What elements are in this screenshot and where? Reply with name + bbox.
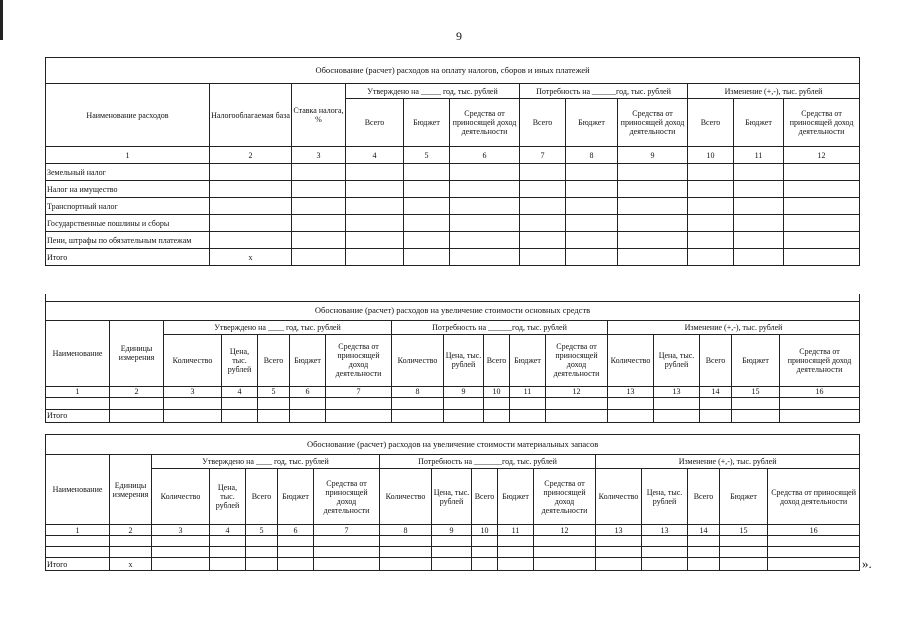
table-cell [404,198,450,215]
table-cell [608,397,654,409]
table-cell [404,249,450,266]
col-number: 12 [546,386,608,397]
group-need-header: Потребность на _______год, тыс. рублей [380,455,596,469]
table-cell [346,232,404,249]
table-cell [450,249,520,266]
table-cell [566,232,618,249]
total-row [46,558,860,571]
table-cell [520,181,566,198]
table-cell [510,397,546,409]
row-base [210,198,292,215]
table-cell [534,536,596,547]
table-cell [292,198,346,215]
table-cell [152,558,210,571]
table-cell [654,409,700,422]
table-cell [450,232,520,249]
col-name-header: Наименование расходов [46,84,210,147]
table-cell [688,181,734,198]
sub-header: Количество [380,469,432,525]
col-number: 5 [404,147,450,164]
col-number: 3 [164,386,222,397]
sub-header: Средства от приносящей доход деятельности [450,99,520,147]
table-cell [784,232,860,249]
table-cell [768,547,860,558]
table-row [46,536,860,547]
sub-header: Всего [688,99,734,147]
group-change-header: Изменение (+,-), тыс. рублей [688,84,860,99]
table-cell [258,397,290,409]
sub-header: Всего [484,334,510,386]
table-cell [346,215,404,232]
col-number: 9 [432,525,472,536]
sub-header: Цена, тыс. рублей [222,334,258,386]
table-cell [642,536,688,547]
table-row [46,547,860,558]
table-cell [292,181,346,198]
table-cell [566,198,618,215]
sub-header: Бюджет [498,469,534,525]
table-cell [784,215,860,232]
col-number: 8 [380,525,432,536]
table-cell [404,181,450,198]
group-change-header: Изменение (+,-), тыс. рублей [608,320,860,334]
row-base: х [210,249,292,266]
table-cell [290,409,326,422]
table-cell [450,164,520,181]
table-cell [450,215,520,232]
table-cell [768,536,860,547]
col-number: 5 [258,386,290,397]
table-cell [734,249,784,266]
sub-header: Средства от приносящей доход деятельности [780,334,860,386]
table-cell [784,164,860,181]
table-row [46,181,860,198]
row-base [210,164,292,181]
row-name: Земельный налог [46,164,210,181]
table-cell [380,558,432,571]
table-cell [596,547,642,558]
sub-header: Всего [258,334,290,386]
table-cell [688,536,720,547]
table-cell [642,547,688,558]
col-name-header: Наименование [46,455,110,525]
col-number: 11 [734,147,784,164]
col-number: 11 [498,525,534,536]
table-cell [246,558,278,571]
table-cell [618,232,688,249]
table-cell [688,249,734,266]
col-number: 13 [642,525,688,536]
col-number: 13 [596,525,642,536]
table-cell [780,409,860,422]
table-cell [110,536,152,547]
table-cell [444,409,484,422]
table-cell [700,409,732,422]
table-cell [534,547,596,558]
table-cell [688,164,734,181]
table-cell [484,397,510,409]
sub-header: Всего [346,99,404,147]
table-cell [768,558,860,571]
table-cell [346,181,404,198]
table-cell [472,547,498,558]
sub-header: Средства от приносящей доход деятельности [314,469,380,525]
table-cell [566,249,618,266]
table-cell [346,249,404,266]
total-row [46,249,860,266]
col-number: 8 [566,147,618,164]
table-cell [278,558,314,571]
table-cell [484,409,510,422]
table-cell [326,409,392,422]
table-cell [314,547,380,558]
table-cell [596,558,642,571]
table-cell [498,558,534,571]
table-cell [472,558,498,571]
group-approved-header: Утверждено на ____ год, тыс. рублей [164,320,392,334]
table-cell [566,181,618,198]
table-cell [732,397,780,409]
table-cell [110,409,164,422]
sub-header: Средства от приносящей доход деятельности [618,99,688,147]
table-cell [246,536,278,547]
sub-header: Всего [520,99,566,147]
table-cell [432,547,472,558]
table-cell [450,198,520,215]
column-numbers-row [46,147,860,164]
sub-header: Всего [472,469,498,525]
table-cell [784,198,860,215]
row-base [210,215,292,232]
table-cell [546,397,608,409]
table-cell [246,547,278,558]
table-cell [596,536,642,547]
row-name: Итого [46,558,110,571]
scan-edge-mark [0,0,3,40]
col-unit-header: Единицы измерения [110,320,164,386]
table-cell [618,198,688,215]
row-name: Итого [46,409,110,422]
table-row [46,164,860,181]
table-row [46,215,860,232]
table-cell [734,198,784,215]
row-name: Транспортный налог [46,198,210,215]
col-number: 7 [520,147,566,164]
fixed-assets-table [45,294,860,423]
table-cell [732,409,780,422]
col-number: 9 [444,386,484,397]
table-cell [222,409,258,422]
col-unit-header: Единицы измерения [110,455,152,525]
col-number: 16 [768,525,860,536]
table-cell [520,232,566,249]
table-cell [152,547,210,558]
table-cell [46,536,110,547]
group-approved-header: Утверждено на _____ год, тыс. рублей [346,84,520,99]
table-cell [642,558,688,571]
col-number: 16 [780,386,860,397]
table-cell [618,164,688,181]
row-name: Пени, штрафы по обязательным платежам [46,232,210,249]
col-number: 4 [346,147,404,164]
table-cell [404,215,450,232]
sub-header: Количество [152,469,210,525]
table-cell [110,397,164,409]
table-cell [734,215,784,232]
table-cell [566,164,618,181]
group-change-header: Изменение (+,-), тыс. рублей [596,455,860,469]
sub-header: Средства от приносящей доход деятельности [326,334,392,386]
col-number: 6 [290,386,326,397]
table-cell [520,164,566,181]
table-cell [380,547,432,558]
sub-header: Всего [688,469,720,525]
table-cell [326,397,392,409]
table-cell [404,164,450,181]
table-cell [152,536,210,547]
col-number: 10 [688,147,734,164]
section-spacer [46,294,860,301]
group-need-header: Потребность на ______год, тыс. рублей [392,320,608,334]
group-need-header: Потребность на ______год, тыс. рублей [520,84,688,99]
table-cell [46,547,110,558]
col-number: 1 [46,147,210,164]
table-cell [110,547,152,558]
table-cell [450,181,520,198]
col-number: 13 [654,386,700,397]
col-number: 10 [484,386,510,397]
table-cell [520,215,566,232]
table-cell [222,397,258,409]
total-row [46,409,860,422]
fixed-assets-title: Обоснование (расчет) расходов на увеличение стоимости основных средств [46,301,860,320]
col-number: 15 [720,525,768,536]
table-cell [346,164,404,181]
col-number: 11 [510,386,546,397]
sub-header: Цена, тыс. рублей [432,469,472,525]
table-cell [392,397,444,409]
table-cell [210,547,246,558]
sub-header: Бюджет [510,334,546,386]
sub-header: Всего [700,334,732,386]
table-cell [618,249,688,266]
table-cell [700,397,732,409]
table-cell [292,249,346,266]
sub-header: Средства от приносящей доход деятельности [534,469,596,525]
col-rate-header: Ставка налога, % [292,84,346,147]
col-number: 6 [450,147,520,164]
table-cell [380,536,432,547]
row-base [210,232,292,249]
col-number: 2 [210,147,292,164]
column-numbers-row [46,525,860,536]
col-number: 14 [700,386,732,397]
sub-header: Цена, тыс. рублей [642,469,688,525]
table-cell [688,547,720,558]
table-cell [520,198,566,215]
taxes-table [45,57,860,266]
col-number: 7 [326,386,392,397]
col-number: 4 [222,386,258,397]
sub-header: Средства от приносящей доход деятельности [768,469,860,525]
table-cell [346,198,404,215]
table-cell [784,249,860,266]
col-number: 2 [110,386,164,397]
group-approved-header: Утверждено на ____ год, тыс. рублей [152,455,380,469]
table-cell [618,215,688,232]
table-cell [46,397,110,409]
inventories-table [45,434,860,571]
table-cell [164,397,222,409]
table-cell [498,547,534,558]
closing-quote-mark: ». [862,556,872,571]
table-cell [688,215,734,232]
table-cell [688,232,734,249]
col-number: 6 [278,525,314,536]
col-number: 13 [608,386,654,397]
table-row [46,198,860,215]
table-row [46,232,860,249]
table-cell [618,181,688,198]
table-row [46,397,860,409]
sub-header: Средства от приносящей доход деятельности [784,99,860,147]
table-cell [734,181,784,198]
table-cell [258,409,290,422]
table-cell [472,536,498,547]
sub-header: Всего [246,469,278,525]
table-cell [278,536,314,547]
sub-header: Бюджет [290,334,326,386]
sub-header: Бюджет [720,469,768,525]
table-cell [784,181,860,198]
sub-header: Количество [392,334,444,386]
sub-header: Бюджет [734,99,784,147]
table-cell [314,558,380,571]
table-cell [608,409,654,422]
col-number: 15 [732,386,780,397]
table-cell [780,397,860,409]
table-cell [546,409,608,422]
table-cell [404,232,450,249]
sub-header: Бюджет [732,334,780,386]
table-cell [688,198,734,215]
col-number: 7 [314,525,380,536]
table-cell [654,397,700,409]
row-name: Итого [46,249,210,266]
col-number: 1 [46,386,110,397]
sub-header: Бюджет [566,99,618,147]
table-cell [432,558,472,571]
table-cell [720,547,768,558]
col-number: 2 [110,525,152,536]
col-name-header: Наименование [46,320,110,386]
table-cell [292,215,346,232]
col-number: 3 [152,525,210,536]
taxes-title: Обоснование (расчет) расходов на оплату налогов, сборов и иных платежей [46,58,860,84]
col-number: 8 [392,386,444,397]
row-base [210,181,292,198]
row-unit: х [110,558,152,571]
table-cell [734,232,784,249]
table-cell [510,409,546,422]
table-cell [498,536,534,547]
page-number: 9 [456,29,462,43]
inventories-title: Обоснование (расчет) расходов на увеличение стоимости материальных запасов [46,435,860,455]
col-number: 12 [534,525,596,536]
sub-header: Количество [608,334,654,386]
table-cell [566,215,618,232]
table-cell [164,409,222,422]
table-cell [520,249,566,266]
table-cell [734,164,784,181]
row-name: Государственные пошлины и сборы [46,215,210,232]
table-cell [290,397,326,409]
col-number: 12 [784,147,860,164]
sub-header: Средства от приносящей доход деятельности [546,334,608,386]
table-cell [720,558,768,571]
col-number: 9 [618,147,688,164]
col-number: 1 [46,525,110,536]
table-cell [688,558,720,571]
table-cell [314,536,380,547]
sub-header: Бюджет [404,99,450,147]
table-cell [292,164,346,181]
table-cell [278,547,314,558]
table-cell [292,232,346,249]
sub-header: Количество [596,469,642,525]
table-cell [392,409,444,422]
col-number: 14 [688,525,720,536]
col-number: 4 [210,525,246,536]
sub-header: Количество [164,334,222,386]
sub-header: Цена, тыс. рублей [654,334,700,386]
col-number: 10 [472,525,498,536]
column-numbers-row [46,386,860,397]
col-number: 5 [246,525,278,536]
sub-header: Цена, тыс. рублей [210,469,246,525]
col-base-header: Налогооблагаемая база [210,84,292,147]
table-cell [210,536,246,547]
sub-header: Цена, тыс. рублей [444,334,484,386]
table-cell [720,536,768,547]
sub-header: Бюджет [278,469,314,525]
table-cell [210,558,246,571]
table-cell [444,397,484,409]
table-cell [534,558,596,571]
row-name: Налог на имущество [46,181,210,198]
table-cell [432,536,472,547]
col-number: 3 [292,147,346,164]
